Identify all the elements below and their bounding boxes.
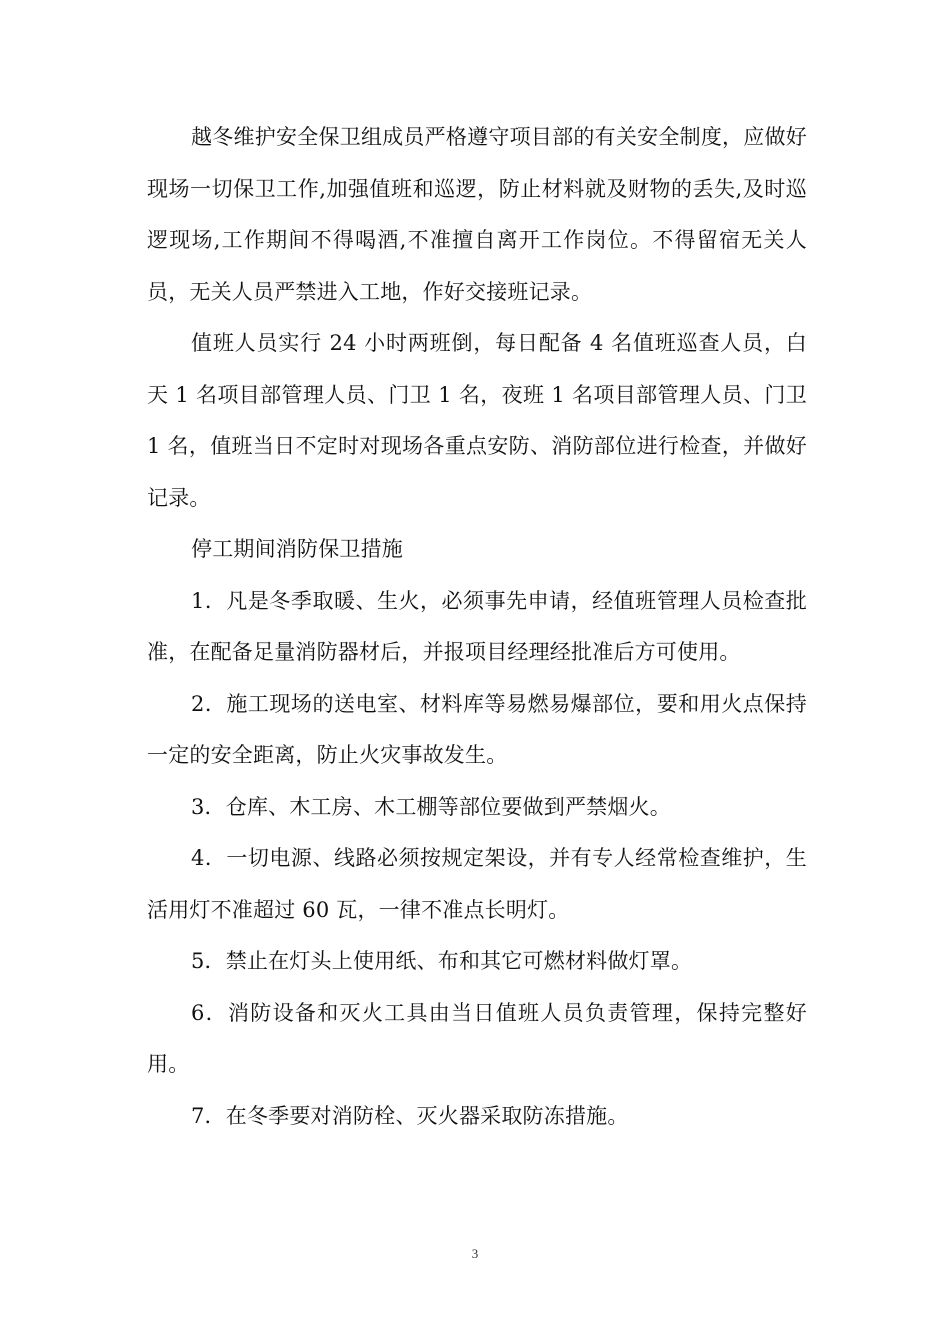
list-item-4: 4．一切电源、线路必须按规定架设，并有专人经常检查维护，生活用灯不准超过 60 瓦，一律不准点长明灯。 — [147, 846, 807, 922]
list-item-7: 7．在冬季要对消防栓、灭火器采取防冻措施。 — [191, 1103, 629, 1128]
list-item-6: 6．消防设备和灭火工具由当日值班人员负责管理，保持完整好用。 — [147, 1000, 807, 1076]
page-number: 3 — [471, 1246, 479, 1261]
list-item-1: 1．凡是冬季取暖、生火，必须事先申请，经值班管理人员检查批准，在配备足量消防器材后，并报项目经理经批准后方可使用。 — [147, 588, 807, 664]
list-item-5: 5．禁止在灯头上使用纸、布和其它可燃材料做灯罩。 — [191, 949, 693, 973]
list-item-3: 3．仓库、木工房、木工棚等部位要做到严禁烟火。 — [191, 794, 671, 819]
paragraph-duty-shifts: 值班人员实行 24 小时两班倒，每日配备 4 名值班巡查人员，白天 1 名项目部管理人员、门卫 1 名，夜班 1 名项目部管理人员、门卫 1 名，值班当日不定时对现场各重点安防、消防部位进行检查，并做好记录。 — [147, 331, 807, 510]
paragraph-winter-security: 越冬维护安全保卫组成员严格遵守项目部的有关安全制度，应做好现场一切保卫工作,加强值班和巡逻，防止材料就及财物的丢失,及时巡逻现场,工作期间不得喝酒,不准擅自离开工作岗位。不得留宿无关人员，无关人员严禁进入工地，作好交接班记录。 — [147, 125, 807, 304]
list-item-2: 2．施工现场的送电室、材料库等易燃易爆部位，要和用火点保持一定的安全距离，防止火灾事故发生。 — [147, 691, 807, 767]
document-body — [147, 112, 807, 1142]
section-heading-fire-measures: 停工期间消防保卫措施 — [191, 537, 403, 561]
